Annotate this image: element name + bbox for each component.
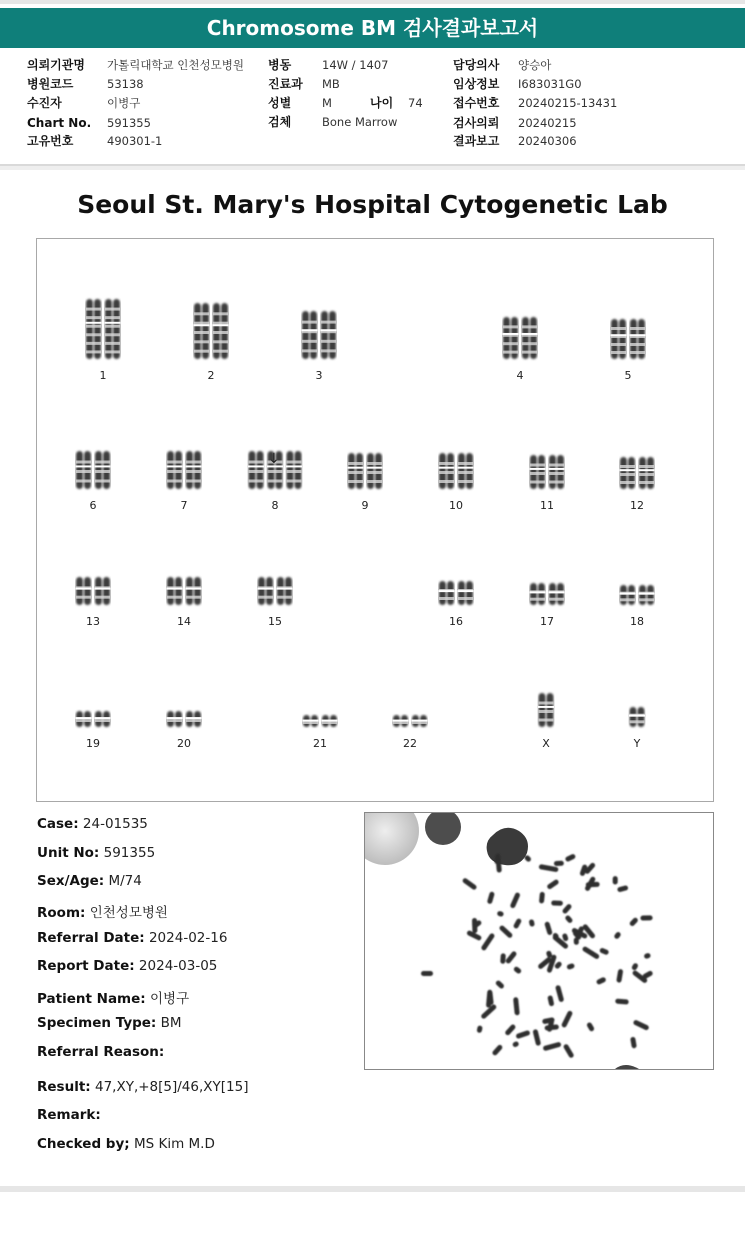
chromosome-label: X [542,737,550,750]
metaphase-chromosome [563,1043,575,1058]
chromosome-label: 16 [449,615,463,628]
metaphase-chromosome [555,985,564,1003]
metaphase-chromosome [565,853,577,862]
info-label: 병동 [268,58,292,72]
metaphase-chromosome [599,947,609,955]
nucleus-lobed [487,828,528,865]
chromosome-21 [303,715,338,727]
metaphase-chromosome [586,1022,595,1032]
info-label: 임상정보 [453,77,500,91]
chromosome-label: 13 [86,615,100,628]
case-field [37,816,148,832]
trisomy-arrow-icon: ↓ [268,451,280,467]
chromosome-label: 3 [315,369,323,382]
metaphase-chromosome [505,950,518,964]
chromosome-19 [76,711,111,727]
chromosome-label: 15 [268,615,282,628]
chromosome-22 [393,715,428,727]
metaphase-chromosome [633,1019,650,1031]
metaphase-chromosome [476,1025,482,1033]
info-value: 양승아 [518,58,552,72]
case-field [37,845,155,861]
metaphase-chromosome [613,931,621,940]
metaphase-chromosome [615,998,629,1004]
case-field-value: M/74 [108,873,142,889]
chromosome-label: 2 [207,369,215,382]
metaphase-spread [365,813,713,1069]
metaphase-chromosome [616,969,623,983]
case-field-value: 이병구 [149,991,190,1007]
chromosome-label: 22 [403,737,417,750]
header-shadow [0,166,745,170]
metaphase-chromosome [629,917,639,927]
chromosome-13 [76,577,111,605]
metaphase-chromosome [491,1044,503,1056]
report-title: Chromosome BM 검사결과보고서 [0,8,745,48]
result-field [37,1136,215,1152]
chromosome-4 [503,317,538,359]
case-field [37,901,168,921]
chromosome-1 [86,299,121,359]
chromosome-16 [439,581,474,605]
case-field-value: 24-01535 [82,816,148,832]
case-field-label: Patient Name: [37,991,146,1007]
chromosome-label: 18 [630,615,644,628]
case-field-label: Room: [37,905,86,921]
metaphase-chromosome [562,933,569,942]
info-label: 진료과 [268,77,303,91]
chromosome-17 [530,583,565,605]
case-field-value: 2024-02-16 [148,930,228,946]
chromosome-15 [258,577,293,605]
case-field-label: Report Date: [37,958,135,974]
info-label: Chart No. [27,116,92,130]
info-label: 고유번호 [27,134,74,148]
chromosome-label: 21 [313,737,327,750]
result-field [37,1107,101,1123]
lab-title: Seoul St. Mary's Hospital Cytogenetic Lab [77,190,668,219]
metaphase-chromosome [487,891,495,904]
chromosome-label: 17 [540,615,554,628]
info-label: 담당의사 [453,58,500,72]
info-value: Bone Marrow [322,115,398,129]
info-label: 접수번호 [453,96,500,110]
chromosome-20 [167,711,202,727]
metaphase-chromosome [574,937,579,944]
chromosome-label: 10 [449,499,463,512]
metaphase-chromosome [547,995,554,1007]
metaphase-chromosome [617,885,629,893]
metaphase-chromosome [640,915,652,920]
chromosome-label: 7 [180,499,188,512]
metaphase-chromosome [497,910,505,917]
result-field-label: Remark: [37,1107,101,1123]
metaphase-chromosome [532,1029,541,1046]
case-field [37,873,142,889]
case-field-label: Specimen Type: [37,1015,157,1031]
chromosome-label: 6 [89,499,97,512]
metaphase-chromosome [529,919,536,927]
metaphase-chromosome [554,961,563,970]
metaphase-chromosome [543,1042,562,1052]
metaphase-chromosome [513,918,522,930]
metaphase-chromosome [495,980,505,990]
metaphase-chromosome [513,966,522,975]
case-field-value: 2024-03-05 [138,958,218,974]
chromosome-label: 4 [516,369,524,382]
metaphase-chromosome [512,1041,520,1048]
metaphase-chromosome [596,976,607,985]
info-label: 의뢰기관명 [27,58,85,72]
result-field-label: Result: [37,1079,91,1095]
case-field-label: Unit No: [37,845,100,861]
case-field-label: Referral Reason: [37,1044,165,1060]
case-field-label: Sex/Age: [37,873,105,889]
metaphase-chromosome [513,997,520,1015]
info-label: 검체 [268,115,292,129]
info-value: 가톨릭대학교 인천성모병원 [107,58,244,72]
info-value: 591355 [107,116,151,130]
result-field-value: MS Kim M.D [133,1136,215,1152]
chromosome-11 [530,455,565,489]
chromosome-label: 20 [177,737,191,750]
chromosome-x [538,693,554,727]
chromosome-label: 9 [361,499,369,512]
chromosome-3 [302,311,337,359]
age-label: 나이 [370,96,394,110]
metaphase-chromosome [504,1024,516,1037]
metaphase-chromosome [582,946,600,960]
chromosome-6 [76,451,111,489]
metaphase-chromosome [564,914,573,923]
karyogram [36,238,714,802]
metaphase-chromosome [498,925,513,939]
metaphase-chromosome [515,1030,530,1039]
chromosome-label: 19 [86,737,100,750]
case-field-label: Referral Date: [37,930,145,946]
chromosome-5 [611,319,646,359]
chromosome-label: 11 [540,499,554,512]
info-label: 검사의뢰 [453,116,500,130]
age-value: 74 [408,96,423,110]
chromosome-18 [620,585,655,605]
nucleus-dark [425,813,461,845]
case-field-value: 591355 [103,845,156,861]
chromosome-14 [167,577,202,605]
metaphase-chromosome [630,1037,637,1049]
result-field-label: Checked by; [37,1136,130,1152]
case-field [37,1015,182,1031]
result-field-value: 47,XY,+8[5]/46,XY[15] [94,1079,249,1095]
info-label: 수진자 [27,96,62,110]
metaphase-chromosome [551,900,563,905]
chromosome-label: 5 [624,369,632,382]
metaphase-image [364,812,714,1070]
bottom-border [0,1186,745,1192]
metaphase-chromosome [500,953,506,964]
info-label: 성별 [268,96,292,110]
metaphase-chromosome [566,963,575,970]
info-value: 20240215 [518,116,577,130]
case-field-value: 인천성모병원 [89,905,168,921]
metaphase-chromosome [462,877,478,890]
metaphase-chromosome [472,918,478,929]
info-label: 병원코드 [27,77,74,91]
info-value: MB [322,77,340,91]
case-field-value: BM [160,1015,182,1031]
chromosome-2 [194,303,229,359]
info-value: 20240306 [518,134,577,148]
metaphase-chromosome [643,952,651,959]
info-value: 53138 [107,77,144,91]
result-field [37,1079,249,1095]
info-value: M [322,96,332,110]
chromosome-label: 8 [271,499,279,512]
metaphase-chromosome [510,892,521,909]
info-value: 14W / 1407 [322,58,389,72]
case-field [37,930,227,946]
chromosome-label: 1 [99,369,107,382]
chromosome-label: Y [633,737,641,750]
metaphase-chromosome [544,921,553,935]
chromosome-10 [439,453,474,489]
metaphase-chromosome [561,1010,573,1028]
metaphase-chromosome [480,932,495,951]
info-value: 20240215-13431 [518,96,618,110]
chromosome-9 [348,453,383,489]
metaphase-chromosome [546,879,559,890]
case-field [37,1044,164,1060]
chromosome-7 [167,451,202,489]
metaphase-chromosome [562,903,573,914]
metaphase-chromosome [613,876,618,884]
chromosome-y [629,707,645,727]
case-field-label: Case: [37,816,79,832]
info-value: 490301-1 [107,134,163,148]
metaphase-chromosome [631,962,639,971]
nucleus-edge [615,1065,639,1069]
info-value: I683031G0 [518,77,582,91]
info-value: 이병구 [107,96,141,110]
top-border [0,0,745,4]
case-field [37,987,189,1007]
info-label: 결과보고 [453,134,500,148]
nucleus-light [365,813,419,865]
metaphase-chromosome [421,971,433,976]
metaphase-chromosome [554,861,564,866]
chromosome-label: 14 [177,615,191,628]
case-field [37,958,217,974]
chromosome-label: 12 [630,499,644,512]
chromosome-12 [620,457,655,489]
metaphase-chromosome [539,892,545,904]
karyogram-image [37,239,713,801]
